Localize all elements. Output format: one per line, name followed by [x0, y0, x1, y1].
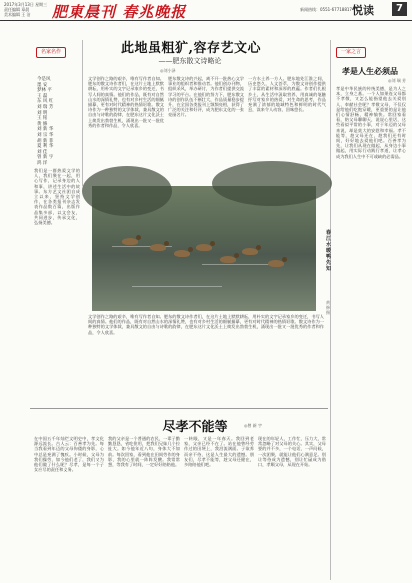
- duck-pond-photo: [92, 186, 316, 311]
- main-article-continued: 文学创作之路的艰辛，唯有写作者自知。肥东的散文诗作者们，在这片土地上默默耕耘，用朴实的文字记录家乡的变迁，书写人间的真情。他们的作品，既有对自然山水的深情礼赞，也有对乡村生活的细腻描摹，更有对时代精神的热情讴歌。散文诗作为一种独特的文学体裁，兼具散文的自由与诗歌的韵律，在肥东这片文化沃土上焕发出勃勃生机，涌现出一批又一批优秀的作者和作品，令人欣喜。: [88, 314, 324, 335]
- author-name: 墨 安: [37, 82, 48, 88]
- right-section-label: 一家之言: [336, 47, 366, 58]
- duck: [242, 248, 258, 255]
- duck: [122, 238, 138, 245]
- news-hotline: 新闻热线：0551-67718817: [300, 7, 352, 12]
- photo-ripple: [132, 286, 222, 287]
- main-headline: 此地虽粗犷,容存艺文心: [120, 41, 262, 56]
- right-article-author: ◎刘 瑞 芳: [388, 78, 407, 83]
- editor-credit: 责任编辑 章晨: [4, 7, 30, 12]
- second-byline: ◎曾 新 宇: [244, 423, 263, 428]
- photo-foliage: [82, 166, 172, 216]
- right-article-body: 孝是中华民族的传统美德，是为人之本，立身之基。一个人如果连父母都不孝敬，又怎么能指望他去关爱别人、奉献社会呢？孝敬父母，不仅仅是给他们吃饱穿暖，更重要的是让他们心情舒畅，精神愉快。常回家看看，陪父母聊聊天，说说心里话，这些看似平常的小事，对于年迈的父母来说，却是莫大的安慰和幸福。孝不能等，趁父母还在，趁我们还有时间，好好地去爱他们吧。百善孝为先，让我们从现在做起，从身边小事做起，用实际行动践行孝道，让孝心成为我们人生中不可或缺的必需品。: [336, 86, 406, 159]
- duck: [150, 244, 166, 251]
- author-name: 王 铭: [37, 116, 48, 122]
- author-name: 黄 修: [37, 121, 48, 127]
- author-name: 夏 利 华: [37, 144, 54, 150]
- section-divider: [30, 408, 328, 409]
- author-name: 王 磊: [37, 93, 48, 99]
- main-article-col1: 文学创作之路的艰辛，唯有写作者自知。肥东的散文诗作者们，在这片土地上默默耕耘，用朴实的文字记录家乡的变迁，书写人间的真情。他们的作品，既有对自然山水的深情礼赞，也有对乡村生活的细腻描摹，更有对时代精神的热情讴歌。散文诗作为一种独特的文学体裁，兼具散文的自由与诗歌的韵律，在肥东这片文化沃土上焕发出勃勃生机，涌现出一批又一批优秀的作者和作品，令人欣喜。: [88, 76, 164, 128]
- author-name: 鸿 洋: [37, 160, 48, 166]
- photo-caption: 春江水暖鸭先知: [326, 230, 332, 272]
- page-number: 7: [392, 2, 407, 16]
- second-article-col2: 我的父亲是一个普通的农民，一辈子勤勤恳恳，省吃俭用，把我们兄妹几个拉扯大。如今他年近八旬，身体大不如前。每次回家，看到他在田间劳作的身影，我的心里就一阵阵发酸。我常常想，等我有了时间，一定好好陪陪他。: [108, 436, 180, 468]
- author-name: 刘 明: [37, 110, 48, 116]
- author-list: [37, 77, 53, 167]
- section-title: 悦读: [352, 4, 374, 17]
- duck: [268, 260, 284, 267]
- main-article-col3: 一方水土养一方人。肥东地处江淮之间，历史悠久，人文荟萃，为散文诗创作提供了丰富的素材和深厚的底蕴。作者们扎根乡土，从生活中汲取营养，用真诚的笔触抒写对家乡的热爱，对生命的思考，作品充满了浓郁的地域特色和鲜明的时代气息，读来令人动容，回味悠长。: [248, 76, 326, 113]
- photo-foliage: [212, 161, 332, 206]
- newspaper-logo: 肥東晨刊 春兆晚报: [52, 3, 187, 21]
- author-name: 东 风 红: [37, 99, 54, 105]
- author-name: 梦林 平: [37, 88, 52, 94]
- main-article-col2: 肥东散文诗的兴起，离不开一批热心文学事业的组织者和推动者。他们创办刊物，组织采风，举办研讨，为作者们提供交流学习的平台。在他们的努力下，肥东散文诗的创作队伍不断壮大，作品质量稳步提升，在全国各类报刊上频频亮相，获得了广泛的关注和好评，成为肥东文化的一张亮丽名片。: [168, 76, 244, 118]
- author-name: 今是风: [37, 77, 51, 82]
- duck: [174, 250, 190, 257]
- author-name: 刘 佳: [37, 149, 48, 155]
- photo-credit: 黄 修 摄: [326, 300, 330, 315]
- author-name: 刘 瑞 芳: [37, 104, 54, 110]
- issue-date: 2017年3月13日 星期三: [4, 2, 48, 7]
- main-byline: ◎刘小泽: [160, 68, 176, 73]
- masthead: [0, 0, 412, 21]
- left-section-label: 名家名作: [36, 47, 66, 58]
- main-subheadline: ——肥东散文诗略论: [158, 57, 222, 65]
- duck: [220, 256, 236, 263]
- author-name: 曾 新 宇: [37, 155, 54, 161]
- second-article-col1: 在中国五千年灿烂文明史中，孝文化源远流长。古人云：百善孝为先。每当我看到年迈的父母佝偻的身影，心中总是充满了愧疚。小时候，父母为我们操劳，如今他们老了，我们又为他们做了什么呢？尽孝，是每一个子女应尽的责任和义务。: [34, 436, 104, 473]
- sidebar-intro-text: 我们是一群热爱文学的人，我们聚在一起，用心写作，记录身边的人和事，讲述生活中的故事。东方艺文社团自成立以来，坚持文学创作，在各类报刊杂志发表作品数百篇，出版作品集多部，以文会友，共同进步，传承文化，弘扬美德。: [34, 168, 80, 226]
- author-name: 胡 新 菲: [37, 138, 54, 144]
- second-headline: 尽孝不能等: [162, 420, 228, 435]
- right-article-title: 孝是人生必须品: [342, 66, 398, 76]
- author-name: 刘 新 华: [37, 127, 54, 133]
- second-article-col4: 现在的年轻人，工作忙，压力大，常常忽略了对父母的关心。其实，父母要的并不多，一个电话，一声问候，一次团聚，就能让他们心满意足。别让等待成为遗憾，别让忙碌成为借口，孝顺父母，从现在开始。: [258, 436, 326, 468]
- masthead-meta: [4, 2, 47, 17]
- second-article-col3: 一转眼，又是一年春天。我回到老家，父亲已经不在了。站在他曾经劳作过的田埂上，我泪流满面。子欲养而亲不待，这是人生最大的遗憾。朋友们，尽孝不能等，趁父母还健在，多陪陪他们吧。: [184, 436, 254, 468]
- author-name: 刘 宗 华: [37, 132, 54, 138]
- designer-credit: 美术编辑 王 洁: [4, 12, 31, 17]
- duck: [196, 244, 212, 251]
- column-divider: [82, 40, 83, 186]
